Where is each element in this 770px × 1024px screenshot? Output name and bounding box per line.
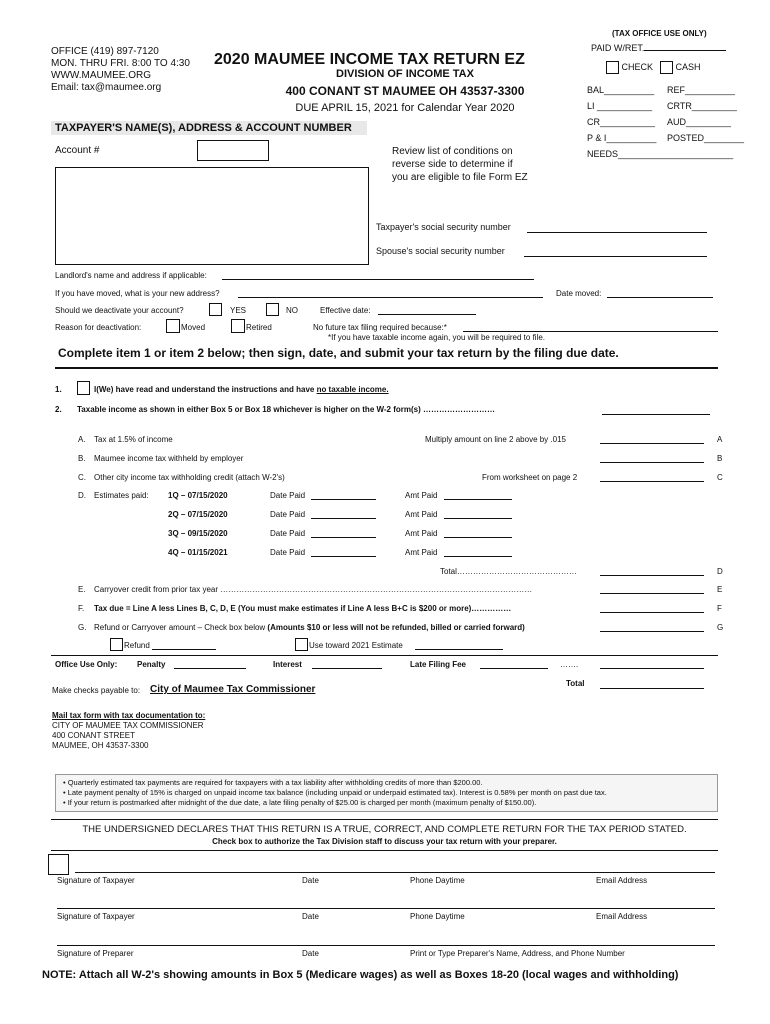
late-fee-field[interactable] <box>480 668 548 669</box>
line-c-note: From worksheet on page 2 <box>482 473 578 482</box>
office-use-rule <box>51 655 718 656</box>
reason-label: Reason for deactivation: <box>55 323 142 332</box>
declaration-rule-bottom <box>51 850 718 851</box>
q1-date-paid-label: Date Paid <box>270 491 306 500</box>
taxpayer-signature-label: Signature of Taxpayer <box>57 876 135 885</box>
item1-text: I(We) have read and understand the instructions and have no taxable income. <box>94 385 389 394</box>
q2-amt-paid-field[interactable] <box>444 518 512 519</box>
line-d-field[interactable] <box>600 575 704 576</box>
use-toward-label: Use toward 2021 Estimate <box>309 641 403 650</box>
division-address: 400 CONANT ST MAUMEE OH 43537-3300 <box>285 84 525 98</box>
line-f-field[interactable] <box>600 612 704 613</box>
line-b-letter: B <box>717 454 723 463</box>
taxable-income-field[interactable] <box>602 414 710 415</box>
office-hours: MON. THRU FRI. 8:00 TO 4:30 <box>51 58 190 69</box>
review-note: Review list of conditions on reverse side to determine if you are eligible to file Form EZ <box>392 146 528 183</box>
moved-checkbox[interactable] <box>166 319 180 333</box>
spouse-signature-label: Signature of Taxpayer <box>57 912 135 921</box>
line-g-letter: G <box>717 623 724 632</box>
line-b-text: Maumee income tax withheld by employer <box>94 454 244 463</box>
due-date: DUE APRIL 15, 2021 for Calendar Year 2020 <box>295 102 515 114</box>
spouse-signature-field[interactable] <box>57 908 715 909</box>
refund-amount-field[interactable] <box>152 649 216 650</box>
q4-date-paid-field[interactable] <box>311 556 376 557</box>
q3-amt-paid-label: Amt Paid <box>405 529 438 538</box>
taxpayer-date-label: Date <box>302 876 319 885</box>
line-d-letter: D <box>717 567 723 576</box>
use-toward-amount-field[interactable] <box>415 649 503 650</box>
landlord-field[interactable] <box>222 279 534 280</box>
spouse-date-label: Date <box>302 912 319 921</box>
line-a-letter: A <box>717 435 723 444</box>
use-toward-estimate-checkbox[interactable] <box>295 638 308 651</box>
authorize-preparer-checkbox[interactable] <box>48 854 69 875</box>
spouse-phone-label: Phone Daytime <box>410 912 465 921</box>
penalty-label: Penalty <box>137 660 166 669</box>
line-a-note: Multiply amount on line 2 above by .015 <box>425 435 566 444</box>
preparer-date-label: Date <box>302 949 319 958</box>
check-checkbox[interactable] <box>606 61 619 74</box>
q4-amt-paid-label: Amt Paid <box>405 548 438 557</box>
refund-label: Refund <box>124 641 150 650</box>
quarter-4: 4Q – 01/15/2021 <box>168 548 228 557</box>
line-b-field[interactable] <box>600 462 704 463</box>
notes-list <box>63 778 607 808</box>
check-option[interactable]: CHECK <box>606 61 653 74</box>
payable-label: Make checks payable to: <box>52 686 141 695</box>
authorize-text: Check box to authorize the Tax Division staff to discuss your tax return with your preparer. <box>212 837 557 846</box>
no-future-label: No future tax filing required because:* <box>313 323 447 332</box>
line-e-label: E. <box>78 585 86 594</box>
yes-label: YES <box>230 306 247 315</box>
line-b-label: B. <box>78 454 86 463</box>
tax-office-heading: (TAX OFFICE USE ONLY) <box>612 29 707 38</box>
line-f-letter: F <box>717 604 722 613</box>
office-grid: BAL__________ REF__________ LI ___________ CRTR_________ CR___________ AUD_________ P & I__________ POSTED________ NEEDS_______________________ <box>587 85 745 159</box>
late-fee-label: Late Filing Fee <box>410 660 467 669</box>
landlord-label: Landlord's name and address if applicable: <box>55 271 207 280</box>
instruction-rule <box>55 367 718 369</box>
retired-label: Retired <box>246 323 272 332</box>
line-c-field[interactable] <box>600 481 704 482</box>
line-e-text: Carryover credit from prior tax year ……………………………………………………………………………………………………… <box>94 585 533 594</box>
no-label: NO <box>286 306 298 315</box>
spouse-email-label: Email Address <box>596 912 648 921</box>
line-a-label: A. <box>78 435 86 444</box>
q2-date-paid-label: Date Paid <box>270 510 306 519</box>
taxpayer-email-label: Email Address <box>596 876 648 885</box>
footer-note: NOTE: Attach all W-2's showing amounts in Box 5 (Medicare wages) as well as Boxes 18-20 (local wages and withholding) <box>42 969 679 981</box>
declaration-rule-top <box>51 819 718 820</box>
interest-label: Interest <box>273 660 302 669</box>
q2-date-paid-field[interactable] <box>311 518 376 519</box>
office-web: WWW.MAUMEE.ORG <box>51 70 151 81</box>
q2-amt-paid-label: Amt Paid <box>405 510 438 519</box>
mail-block: Mail tax form with tax documentation to: CITY OF MAUMEE TAX COMMISSIONER 400 CONANT STREET MAUMEE, OH 43537-3300 <box>52 711 206 750</box>
line-a-field[interactable] <box>600 443 704 444</box>
form-title: 2020 MAUMEE INCOME TAX RETURN EZ <box>214 51 525 68</box>
preparer-signature-label: Signature of Preparer <box>57 949 134 958</box>
q3-date-paid-label: Date Paid <box>270 529 306 538</box>
line-e-field[interactable] <box>600 593 704 594</box>
office-use-total-a-field[interactable] <box>600 668 704 669</box>
taxpayer-phone-label: Phone Daytime <box>410 876 465 885</box>
q3-amt-paid-field[interactable] <box>444 537 512 538</box>
office-use-label: Office Use Only: <box>55 660 118 669</box>
line-d-text: Estimates paid: <box>94 491 149 500</box>
office-email: Email: tax@maumee.org <box>51 82 162 93</box>
paid-with-return: PAID W/RET. <box>591 43 726 53</box>
line-a-text: Tax at 1.5% of income <box>94 435 173 444</box>
division-title: DIVISION OF INCOME TAX <box>336 68 474 80</box>
q1-amt-paid-field[interactable] <box>444 499 512 500</box>
preparer-info-label: Print or Type Preparer's Name, Address, and Phone Number <box>410 949 625 958</box>
line-d-label: D. <box>78 491 86 500</box>
q4-date-paid-label: Date Paid <box>270 548 306 557</box>
taxpayer-heading: TAXPAYER'S NAME(S), ADDRESS & ACCOUNT NUMBER <box>55 122 352 134</box>
office-info <box>51 46 190 94</box>
q3-date-paid-field[interactable] <box>311 537 376 538</box>
effective-date-field[interactable] <box>378 314 476 315</box>
item2-text: Taxable income as shown in either Box 5 or Box 18 whichever is higher on the W-2 form(s) ……………………… <box>77 405 495 414</box>
retired-checkbox[interactable] <box>231 319 245 333</box>
office-phone: OFFICE (419) 897-7120 <box>51 46 159 57</box>
taxable-again-note: *If you have taxable income again, you will be required to file. <box>328 333 546 342</box>
preparer-signature-field[interactable] <box>57 945 715 946</box>
late-fee-dots: ……. <box>560 660 579 669</box>
account-label: Account # <box>55 145 100 156</box>
line-g-field[interactable] <box>600 631 704 632</box>
taxpayer-ssn-field[interactable] <box>527 232 707 233</box>
item1-number: 1. <box>55 385 62 394</box>
quarter-1: 1Q – 07/15/2020 <box>168 491 228 500</box>
name-address-input[interactable] <box>55 167 369 265</box>
q1-amt-paid-label: Amt Paid <box>405 491 438 500</box>
interest-field[interactable] <box>312 668 382 669</box>
estimates-total-label: Total……………………………………… <box>440 567 577 576</box>
quarter-3: 3Q – 09/15/2020 <box>168 529 228 538</box>
taxpayer-ssn-label: Taxpayer's social security number <box>376 222 511 232</box>
taxpayer-signature-field[interactable] <box>75 872 715 873</box>
q4-amt-paid-field[interactable] <box>444 556 512 557</box>
line-c-label: C. <box>78 473 86 482</box>
new-address-label: If you have moved, what is your new address? <box>55 289 220 298</box>
item2-number: 2. <box>55 405 62 414</box>
line-c-text: Other city income tax withholding credit (attach W-2's) <box>94 473 285 482</box>
q1-date-paid-field[interactable] <box>311 499 376 500</box>
spouse-ssn-field[interactable] <box>524 256 707 257</box>
no-taxable-income-checkbox[interactable] <box>77 381 90 395</box>
line-f-label: F. <box>78 604 85 613</box>
line-g-label: G. <box>78 623 87 632</box>
cash-checkbox[interactable] <box>660 61 673 74</box>
note-1: • Quarterly estimated tax payments are required for taxpayers with a tax liability after withholding credits of more than $200.00. <box>63 778 483 787</box>
date-moved-field[interactable] <box>607 297 713 298</box>
payable-name: City of Maumee Tax Commissioner <box>150 684 316 695</box>
office-use-total-field[interactable] <box>600 688 704 689</box>
deactivate-label: Should we deactivate your account? <box>55 306 184 315</box>
no-future-field[interactable] <box>463 331 718 332</box>
new-address-field[interactable] <box>238 297 543 298</box>
deactivate-no-checkbox[interactable] <box>266 303 279 316</box>
spouse-ssn-label: Spouse's social security number <box>376 246 505 256</box>
account-number-input[interactable] <box>197 140 269 161</box>
note-2: • Late payment penalty of 15% is charged on unpaid income tax balance (including unpaid or underpaid estimated tax). Interest is 0.58% per month on past due tax. <box>63 788 607 797</box>
date-moved-label: Date moved: <box>556 289 602 298</box>
quarter-2: 2Q – 07/15/2020 <box>168 510 228 519</box>
line-f-text: Tax due = Line A less Lines B, C, D, E (You must make estimates if Line A less B+C is $200 or more)…………… <box>94 604 512 613</box>
cash-option[interactable]: CASH <box>660 61 701 74</box>
line-c-letter: C <box>717 473 723 482</box>
line-g-text: Refund or Carryover amount – Check box below (Amounts $10 or less will not be refunded, billed or carried forward) <box>94 623 525 632</box>
note-3: • If your return is postmarked after midnight of the due date, a late filing penalty of $25.00 is charged per month (maximum penalty of $150.00). <box>63 798 537 807</box>
declaration-text: THE UNDERSIGNED DECLARES THAT THIS RETURN IS A TRUE, CORRECT, AND COMPLETE RETURN FOR THE TAX PERIOD STATED. <box>82 824 687 835</box>
office-use-total-label: Total <box>566 679 585 688</box>
penalty-field[interactable] <box>174 668 246 669</box>
moved-label: Moved <box>181 323 206 332</box>
line-e-letter: E <box>717 585 723 594</box>
instruction-heading: Complete item 1 or item 2 below; then sign, date, and submit your tax return by the filing due date. <box>58 346 619 360</box>
deactivate-yes-checkbox[interactable] <box>209 303 222 316</box>
refund-checkbox[interactable] <box>110 638 123 651</box>
effective-date-label: Effective date: <box>320 306 371 315</box>
